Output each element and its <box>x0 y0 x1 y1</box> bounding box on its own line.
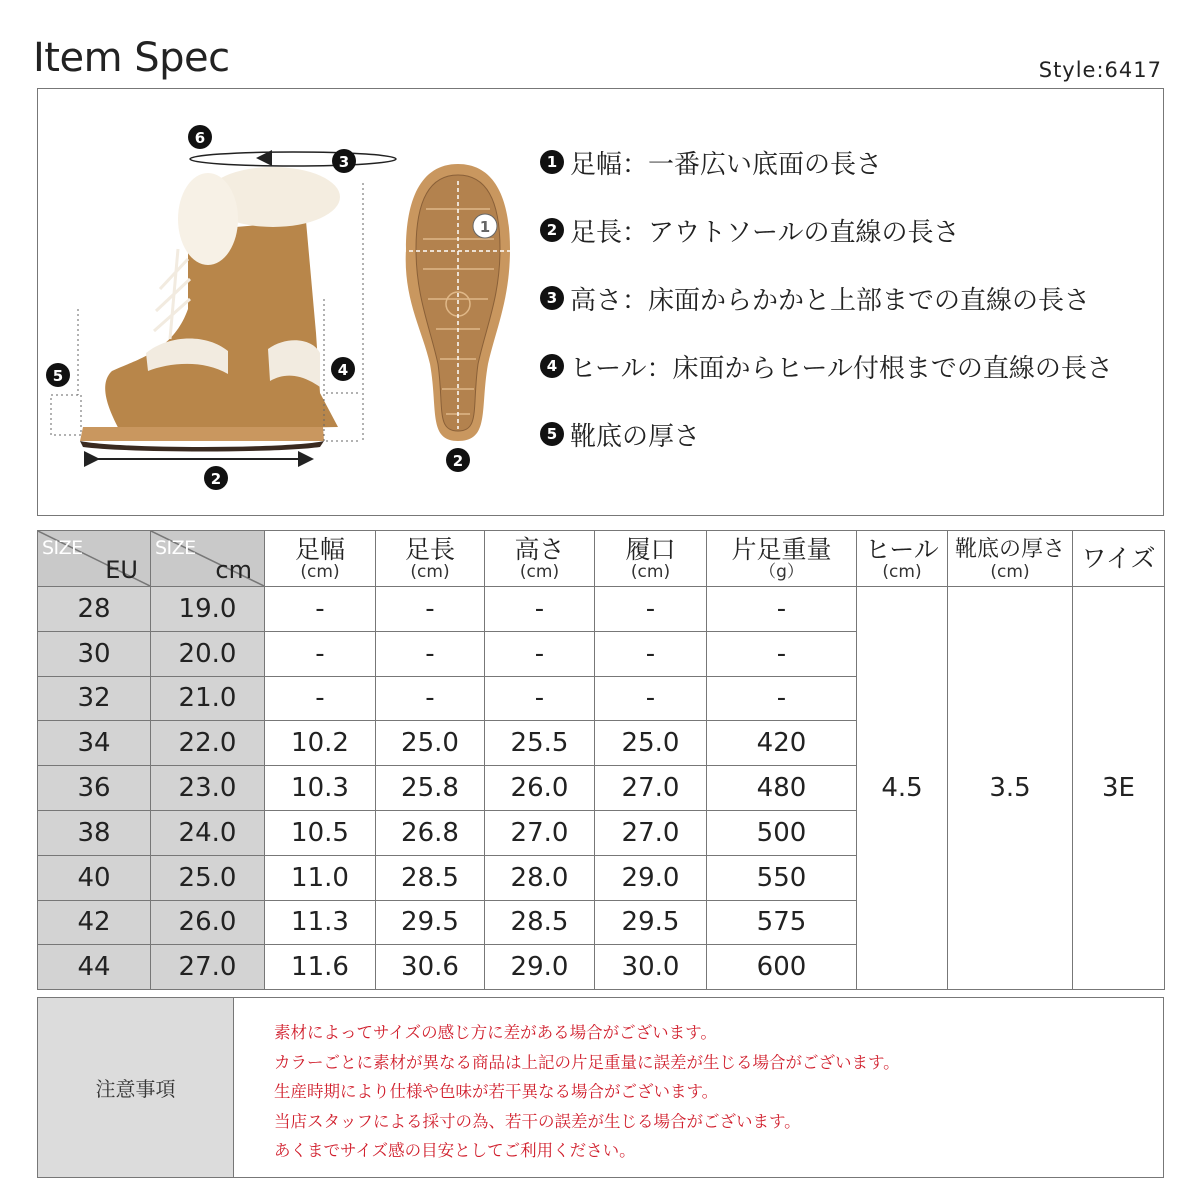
width-cell: 11.0 <box>265 855 376 900</box>
boot-measurement-diagram <box>38 89 558 514</box>
svg-text:6: 6 <box>194 129 206 147</box>
marker-4 <box>331 357 355 381</box>
table-row <box>38 587 1165 632</box>
width-cell: 11.3 <box>265 900 376 945</box>
table-header-row <box>38 531 1165 587</box>
note-line: 生産時期により仕様や色味が若干異なる場合がございます。 <box>274 1082 719 1101</box>
svg-text:1: 1 <box>479 218 491 236</box>
weight-cell: 480 <box>707 766 857 811</box>
size-eu-cell: 42 <box>38 900 151 945</box>
size-cm-cell: 25.0 <box>151 855 265 900</box>
size-cm-cell: 20.0 <box>151 631 265 676</box>
legend-item-4 <box>540 349 1160 383</box>
size-eu-header <box>38 531 151 587</box>
column-header-heel: ヒール (cm) <box>857 531 948 587</box>
height-cell: 28.5 <box>485 900 595 945</box>
width-cell: - <box>265 587 376 632</box>
legend-number: 3 <box>540 286 564 310</box>
notes-list <box>234 998 900 1177</box>
weight-cell: 550 <box>707 855 857 900</box>
opening-cell: - <box>595 587 707 632</box>
width-cell: - <box>265 676 376 721</box>
legend-item-5 <box>540 417 1160 451</box>
weight-cell: 420 <box>707 721 857 766</box>
weight-cell: 575 <box>707 900 857 945</box>
diagram-panel <box>37 88 1164 516</box>
size-eu-cell: 40 <box>38 855 151 900</box>
sole-bottom-view-image <box>402 164 510 441</box>
heel-cell: 4.5 <box>857 587 948 990</box>
column-header-sole: 靴底の厚さ (cm) <box>948 531 1073 587</box>
size-cm-cell: 27.0 <box>151 945 265 990</box>
notes-section <box>37 997 1164 1178</box>
size-cm-cell: 23.0 <box>151 766 265 811</box>
column-header-opening: 履口 (cm) <box>595 531 707 587</box>
size-eu-cell: 38 <box>38 810 151 855</box>
opening-cell: 27.0 <box>595 810 707 855</box>
size-cm-cell: 21.0 <box>151 676 265 721</box>
width-cell: - <box>265 631 376 676</box>
legend-text: ヒール：床面からヒール付根までの直線の長さ <box>570 353 1113 384</box>
legend-item-1 <box>540 145 1160 179</box>
page-title: Item Spec <box>33 35 230 81</box>
size-eu-cell: 36 <box>38 766 151 811</box>
width-cell: 10.2 <box>265 721 376 766</box>
marker-5 <box>46 363 70 387</box>
eu-label: EU <box>105 556 138 584</box>
size-cm-cell: 24.0 <box>151 810 265 855</box>
marker-2-sole <box>446 448 470 472</box>
height-cell: 25.5 <box>485 721 595 766</box>
length-cell: 29.5 <box>376 900 485 945</box>
cm-label: cm <box>215 556 252 584</box>
marker-3 <box>332 149 356 173</box>
size-cm-cell: 22.0 <box>151 721 265 766</box>
size-eu-cell: 32 <box>38 676 151 721</box>
size-eu-cell: 28 <box>38 587 151 632</box>
boot-side-view-image <box>80 167 340 452</box>
height-cell: - <box>485 676 595 721</box>
legend-number: 1 <box>540 150 564 174</box>
style-number: Style:6417 <box>1038 58 1162 82</box>
length-cell: 25.8 <box>376 766 485 811</box>
legend-item-3 <box>540 281 1160 315</box>
note-line: カラーごとに素材が異なる商品は上記の片足重量に誤差が生じる場合がございます。 <box>274 1052 900 1072</box>
height-cell: - <box>485 631 595 676</box>
opening-cell: 29.0 <box>595 855 707 900</box>
wise-cell: 3E <box>1073 587 1165 990</box>
legend-text: 靴底の厚さ <box>570 421 701 452</box>
column-header-height: 高さ (cm) <box>485 531 595 587</box>
height-cell: 29.0 <box>485 945 595 990</box>
svg-text:5: 5 <box>52 367 64 385</box>
weight-cell: 600 <box>707 945 857 990</box>
legend-number: 2 <box>540 218 564 242</box>
size-spec-table <box>37 530 1165 990</box>
weight-cell: - <box>707 587 857 632</box>
legend-text: 足幅：一番広い底面の長さ <box>570 149 883 180</box>
opening-cell: 25.0 <box>595 721 707 766</box>
opening-cell: 30.0 <box>595 945 707 990</box>
svg-text:2: 2 <box>452 452 464 470</box>
column-header-length: 足長 (cm) <box>376 531 485 587</box>
weight-cell: 500 <box>707 810 857 855</box>
table-body <box>38 587 1165 990</box>
length-cell: - <box>376 587 485 632</box>
width-cell: 11.6 <box>265 945 376 990</box>
length-cell: 26.8 <box>376 810 485 855</box>
length-cell: 30.6 <box>376 945 485 990</box>
size-label: SIZE <box>155 537 196 559</box>
height-cell: 26.0 <box>485 766 595 811</box>
length-cell: - <box>376 631 485 676</box>
note-line: 当店スタッフによる採寸の為、若干の誤差が生じる場合がございます。 <box>274 1111 801 1131</box>
legend-number: 5 <box>540 422 564 446</box>
height-cell: 28.0 <box>485 855 595 900</box>
size-eu-cell: 44 <box>38 945 151 990</box>
notes-label: 注意事項 <box>38 998 234 1177</box>
weight-cell: - <box>707 631 857 676</box>
marker-2-side <box>204 466 228 490</box>
legend-text: 足長：アウトソールの直線の長さ <box>570 217 960 248</box>
size-label: SIZE <box>42 537 83 559</box>
column-header-wise: ワイズ <box>1073 531 1165 587</box>
column-header-weight: 片足重量 （g） <box>707 531 857 587</box>
size-cm-cell: 19.0 <box>151 587 265 632</box>
length-cell: - <box>376 676 485 721</box>
opening-cell: 27.0 <box>595 766 707 811</box>
sole-cell: 3.5 <box>948 587 1073 990</box>
opening-cell: - <box>595 631 707 676</box>
svg-text:2: 2 <box>210 470 222 488</box>
marker-1 <box>473 214 497 238</box>
height-cell: - <box>485 587 595 632</box>
width-cell: 10.5 <box>265 810 376 855</box>
circumference-ring <box>190 152 396 166</box>
length-cell: 28.5 <box>376 855 485 900</box>
opening-cell: 29.5 <box>595 900 707 945</box>
column-header-width: 足幅 (cm) <box>265 531 376 587</box>
legend-number: 4 <box>540 354 564 378</box>
size-eu-cell: 34 <box>38 721 151 766</box>
width-cell: 10.3 <box>265 766 376 811</box>
size-cm-header <box>151 531 265 587</box>
svg-text:4: 4 <box>337 361 349 379</box>
legend-item-2 <box>540 213 1160 247</box>
marker-6 <box>188 125 212 149</box>
note-line: 素材によってサイズの感じ方に差がある場合がございます。 <box>274 1023 717 1042</box>
note-line: あくまでサイズ感の目安としてご利用ください。 <box>274 1141 636 1160</box>
opening-cell: - <box>595 676 707 721</box>
length-cell: 25.0 <box>376 721 485 766</box>
legend-text: 高さ：床面からかかと上部までの直線の長さ <box>570 285 1091 316</box>
height-cell: 27.0 <box>485 810 595 855</box>
weight-cell: - <box>707 676 857 721</box>
svg-text:3: 3 <box>338 153 350 171</box>
size-cm-cell: 26.0 <box>151 900 265 945</box>
size-eu-cell: 30 <box>38 631 151 676</box>
